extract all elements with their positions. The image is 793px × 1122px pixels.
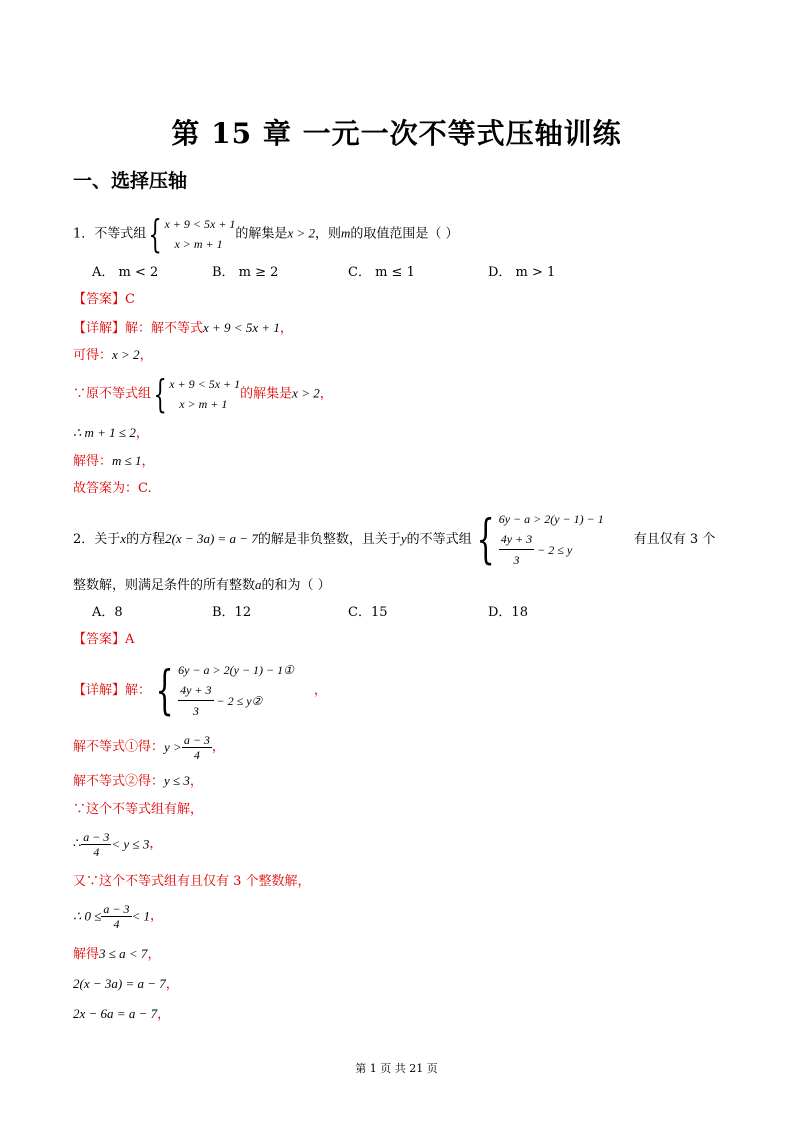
inequality-system-2: { 6y − a > 2(y − 1) − 1 $\frac{4y + 3}{3}$ − 2 ≤ y <box>476 509 604 570</box>
q2-option-b: B．12 <box>212 605 252 620</box>
q2-detail-3: 解不等式②得：y ≤ 3， <box>73 773 203 789</box>
question-2: 2．关于x的方程2(x − 3a) = a − 7的解是非负整数，且关于y的不等式组 { 6y − a > 2(y − 1) − 1 $\frac{4y + 3}{3}$ − 2 ≤ y 有且仅有 3 个 <box>73 509 716 570</box>
q1-detail-4: ∴ m + 1 ≤ 2， <box>73 425 149 441</box>
q2-option-a: A．8 <box>92 605 123 620</box>
q2-option-d: D．18 <box>488 605 528 620</box>
q1-detail-2: 可得：x > 2， <box>73 347 153 363</box>
q2-detail-5: ∴ $\frac{a - 3}{4}$ < y ≤ 3， <box>73 830 163 859</box>
q2-detail-8: 解得3 ≤ a < 7， <box>73 946 161 962</box>
inequality-system: { x + 9 < 5x + 1 x > m + 1 <box>148 212 236 256</box>
q2-detail-4: ∵这个不等式组有解， <box>73 802 204 817</box>
section-heading: 一、选择压轴 <box>73 170 188 192</box>
q2-detail-10: 2x − 6a = a − 7， <box>73 1006 171 1022</box>
q2-detail-7: ∴ 0 ≤ $\frac{a - 3}{4}$ < 1， <box>73 902 164 931</box>
page-footer: 第 1 页 共 21 页 <box>355 1062 438 1075</box>
q1-option-d: D． m > 1 <box>488 265 556 280</box>
q2-detail-6: 又∵这个不等式组有且仅有 3 个整数解， <box>73 874 311 889</box>
question-1: 1．不等式组 { x + 9 < 5x + 1 x > m + 1 的解集是x > 2，则m的取值范围是（ ） <box>73 212 459 256</box>
q1-detail-1: 【详解】解：解不等式x + 9 < 5x + 1， <box>73 320 293 336</box>
q1-option-b: B． m ≥ 2 <box>212 265 279 280</box>
q2-detail-9: 2(x − 3a) = a − 7， <box>73 976 179 992</box>
q1-option-c: C． m ≤ 1 <box>348 265 415 280</box>
q1-detail-3: ∵原不等式组 { x + 9 < 5x + 1 x > m + 1 的解集是x > 2， <box>73 372 333 416</box>
q1-answer: 【答案】C <box>73 292 135 307</box>
q1-detail-5: 解得：m ≤ 1， <box>73 453 155 469</box>
q1-option-a: A． m < 2 <box>92 265 159 280</box>
q2-answer: 【答案】A <box>73 632 135 647</box>
page-title: 第 15 章 一元一次不等式压轴训练 <box>171 117 622 150</box>
question-2-line-2: 整数解，则满足条件的所有整数a的和为（ ） <box>73 577 331 593</box>
q2-detail-1: 【详解】解： { 6y − a > 2(y − 1) − 1① $\frac{4y + 3}{3}$ − 2 ≤ y② ， <box>73 660 327 721</box>
q1-detail-6: 故答案为：C. <box>73 481 152 496</box>
q2-detail-2: 解不等式①得：y > $\frac{a - 3}{4}$ ， <box>73 733 225 762</box>
q2-option-c: C．15 <box>348 605 388 620</box>
